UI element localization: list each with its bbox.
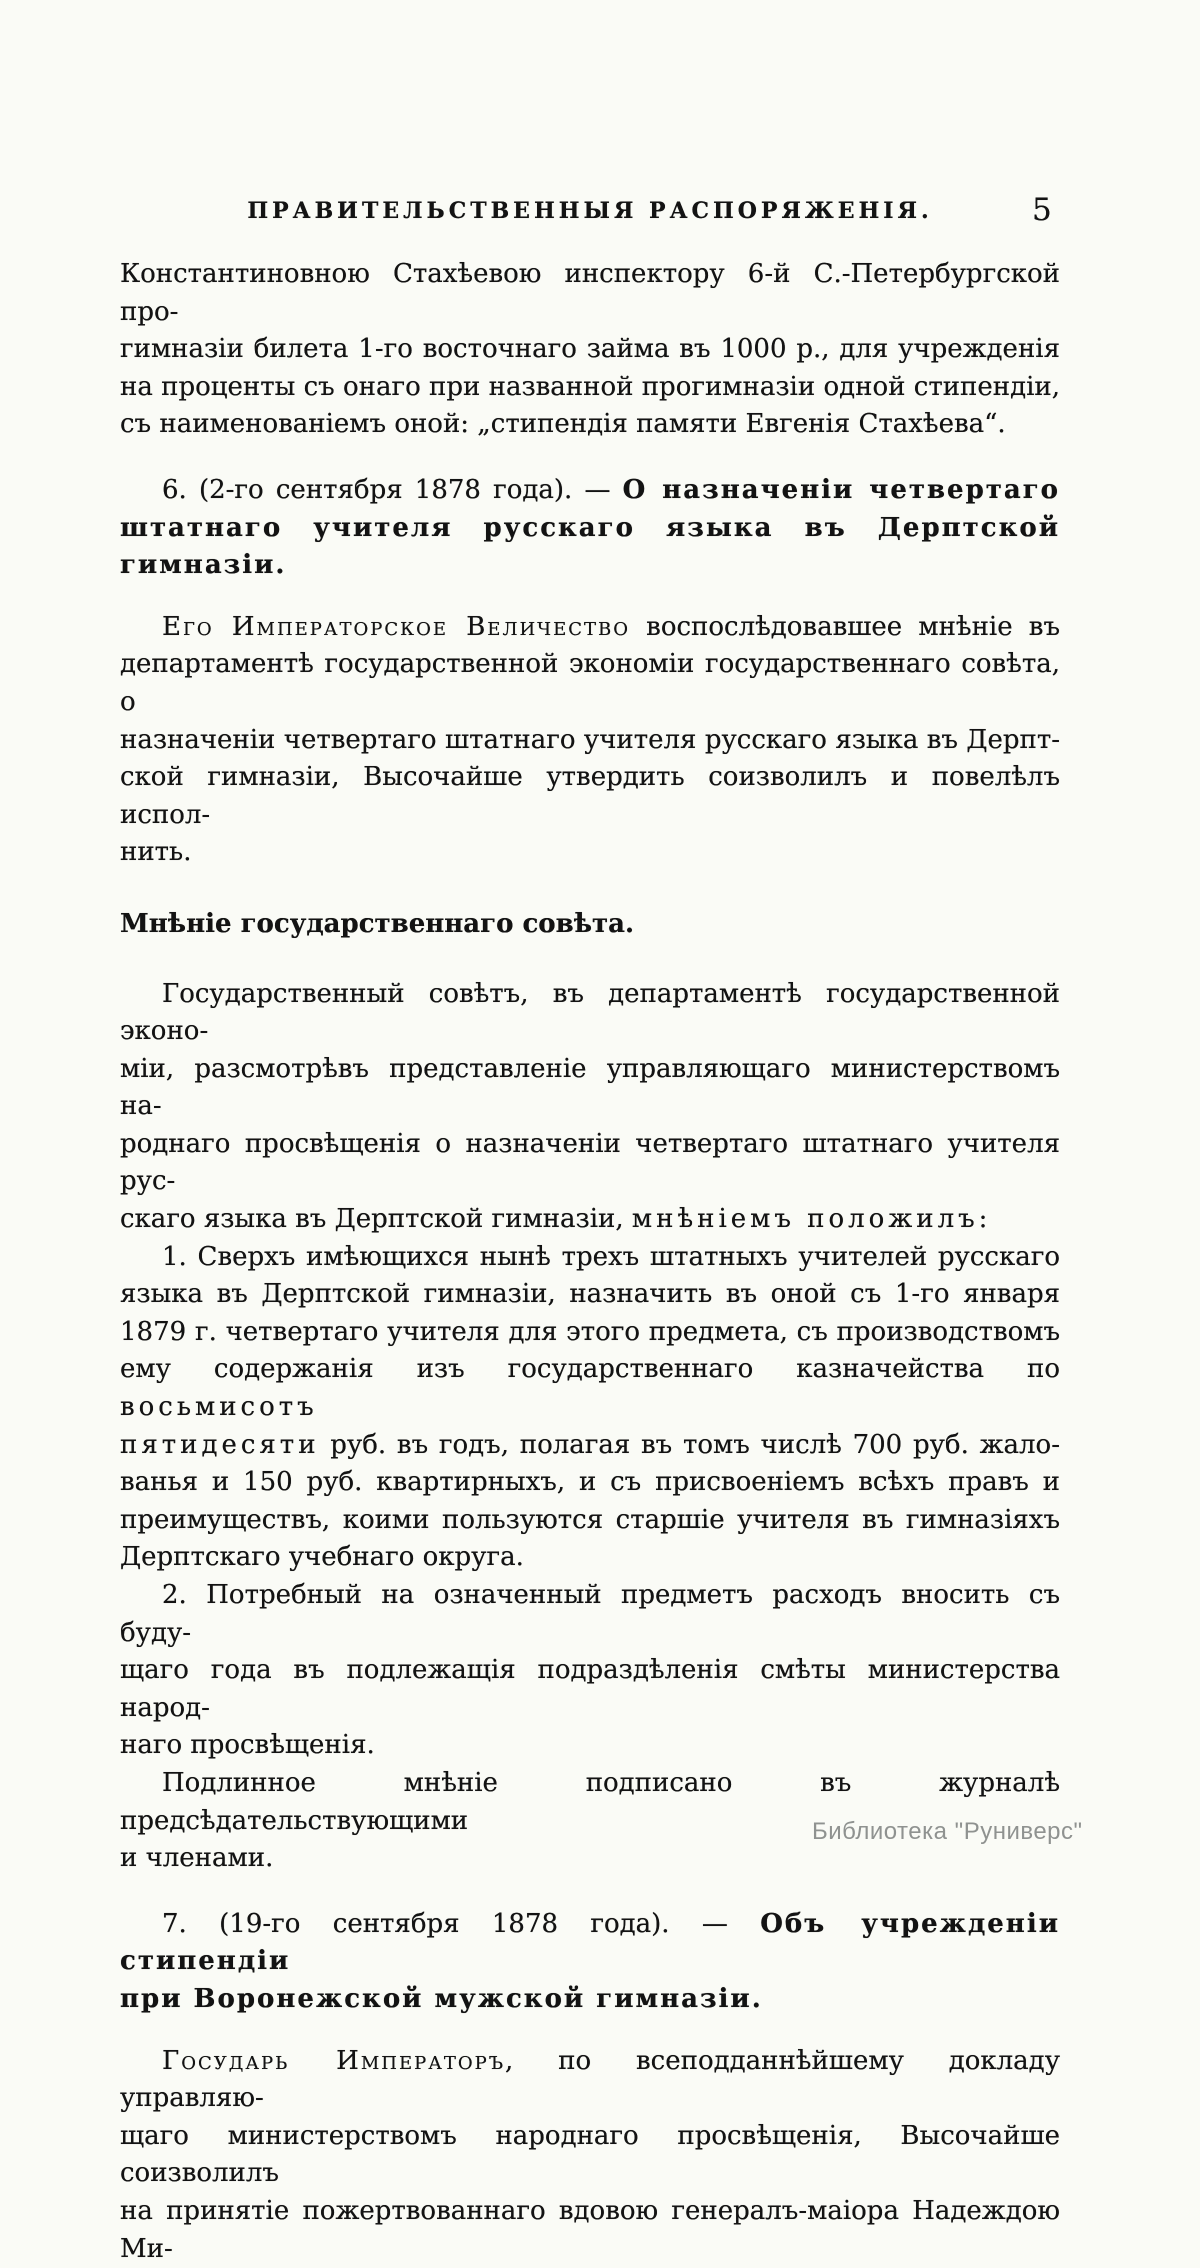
body-text: щаго министерствомъ народнаго просвѣщенія, Высочайше соизволилъ: [120, 2120, 1060, 2189]
body-text: назначеніи четвертаго штатнаго учителя русскаго языка въ Дерпт-: [120, 724, 1060, 755]
body-text: ской гимназіи, Высочайше утвердить соизволилъ и повелѣлъ испол-: [120, 762, 1060, 830]
body-text: Константиновною Стахѣевою инспектору 6-й С.-Петербургской про-: [120, 259, 1060, 327]
text-line: [120, 759, 1060, 834]
body-text: департаментѣ государственной экономіи государственнаго совѣта, о: [120, 649, 1060, 717]
text-line: [120, 510, 1060, 585]
body-text: съ наименованіемъ оной: „стипендія памяти Евгенія Стахѣева“.: [120, 409, 1006, 440]
text-line: [120, 1577, 1060, 1652]
text-line: [120, 609, 1060, 647]
text-line: [120, 1464, 1060, 1502]
paragraph: [120, 609, 1060, 872]
text-line: [120, 646, 1060, 721]
body-text: , по всеподданнѣйшему докладу управляю-: [120, 2045, 1060, 2114]
text-line: [120, 2043, 1060, 2118]
text-line: [120, 834, 1060, 872]
body-text: 1879 г. четвертаго учителя для этого предмета, съ производствомъ: [120, 1316, 1060, 1347]
body-text: на принятіе пожертвованнаго вдовою генералъ-маіора Надеждою Ми-: [120, 2195, 1060, 2264]
text-line: [120, 472, 1060, 510]
paragraph: [120, 1239, 1060, 1577]
body-text: наго просвѣщенія.: [120, 1730, 375, 1761]
emphasized-text: О назначеніи четвертаго: [622, 474, 1060, 505]
text-line: [120, 1051, 1060, 1126]
paragraph: [120, 2043, 1060, 2268]
text-line: [120, 369, 1060, 407]
body-text: преимуществъ, коими пользуются старшіе учителя въ гимназіяхъ: [120, 1504, 1060, 1535]
body-text: 6. (2-го сентября 1878 года). —: [162, 474, 623, 505]
page-body: [120, 256, 1060, 2268]
text-line: [120, 1351, 1060, 1426]
body-text: воспослѣдовавшее мнѣніе въ: [629, 611, 1060, 642]
center-heading: [120, 906, 1060, 944]
text-line: [120, 1239, 1060, 1277]
body-text: 1. Сверхъ имѣющихся нынѣ трехъ штатныхъ учителей русскаго: [162, 1241, 1060, 1272]
running-head-title: ПРАВИТЕЛЬСТВЕННЫЯ РАСПОРЯЖЕНІЯ.: [247, 198, 933, 224]
body-text: Мнѣніе государственнаго совѣта.: [120, 908, 635, 939]
emphasized-text: пятидесяти: [120, 1429, 320, 1460]
text-line: [120, 976, 1060, 1051]
body-text: и членами.: [120, 1843, 274, 1874]
emphasized-text: при Воронежской мужской гимназіи.: [120, 1983, 763, 2014]
body-text: міи, разсмотрѣвъ представленіе управляющаго министерствомъ на-: [120, 1053, 1060, 1122]
text-line: [120, 722, 1060, 760]
body-text: щаго года въ подлежащія подраздѣленія смѣты министерства народ-: [120, 1655, 1060, 1723]
library-watermark: Библиотека "Руниверс": [812, 1818, 1083, 1845]
emphasized-text: Его Императорское Величество: [162, 611, 630, 642]
body-text: 2. Потребный на означенный предметъ расходъ вносить съ буду-: [120, 1580, 1060, 1648]
text-line: [120, 1727, 1060, 1765]
text-line: [120, 1126, 1060, 1201]
page-number: 5: [1032, 192, 1052, 228]
body-text: 7. (19-го сентября 1878 года). —: [162, 1908, 761, 1939]
text-line: [120, 2193, 1060, 2268]
body-text: скаго языка въ Дерптской гимназіи,: [120, 1204, 632, 1235]
text-line: [120, 256, 1060, 331]
text-line: [120, 1314, 1060, 1352]
text-line: [120, 1276, 1060, 1314]
emphasized-text: Объ учрежденіи стипендіи: [120, 1908, 1061, 1977]
body-text: роднаго просвѣщенія о назначеніи четвертаго штатнаго учителя рус-: [120, 1128, 1060, 1197]
emphasized-text: Государь Императоръ: [162, 2045, 506, 2076]
text-line: [120, 906, 1060, 944]
section-heading: [120, 1906, 1060, 2019]
text-line: [120, 1981, 1060, 2019]
emphasized-text: мнѣніемъ положилъ:: [631, 1204, 992, 1235]
text-line: [120, 1539, 1060, 1577]
paragraph: [120, 976, 1060, 1239]
body-text: Государственный совѣтъ, въ департаментѣ государственной эконо-: [120, 978, 1060, 1047]
emphasized-text: восьмисотъ: [120, 1392, 318, 1423]
body-text: Подлинное мнѣніе подписано въ журналѣ предсѣдательствующими: [120, 1767, 1060, 1836]
body-text: Дерптскаго учебнаго округа.: [120, 1542, 524, 1573]
emphasized-text: штатнаго учителя русскаго языка въ Дерптской гимназіи.: [120, 512, 1060, 581]
body-text: гимназіи билета 1-го восточнаго займа въ 1000 р., для учрежденія: [120, 334, 1060, 365]
body-text: руб. въ годъ, полагая въ томъ числѣ 700 руб. жало-: [319, 1429, 1060, 1460]
body-text: нить.: [120, 837, 192, 868]
body-text: на проценты съ онаго при названной прогимназіи одной стипендіи,: [120, 371, 1060, 402]
text-line: [120, 406, 1060, 444]
text-line: [120, 1427, 1060, 1465]
text-line: [120, 1906, 1060, 1981]
text-line: [120, 1652, 1060, 1727]
text-line: [120, 331, 1060, 369]
text-line: [120, 2118, 1060, 2193]
body-text: языка въ Дерптской гимназіи, назначить въ оной съ 1-го января: [120, 1279, 1060, 1310]
paragraph: [120, 1577, 1060, 1765]
text-line: [120, 1502, 1060, 1540]
paragraph: [120, 256, 1060, 444]
body-text: ему содержанія изъ государственнаго казначейства по: [120, 1354, 1060, 1385]
section-heading: [120, 472, 1060, 585]
body-text: ванья и 150 руб. квартирныхъ, и съ присвоеніемъ всѣхъ правъ и: [120, 1467, 1060, 1498]
text-line: [120, 1201, 1060, 1239]
